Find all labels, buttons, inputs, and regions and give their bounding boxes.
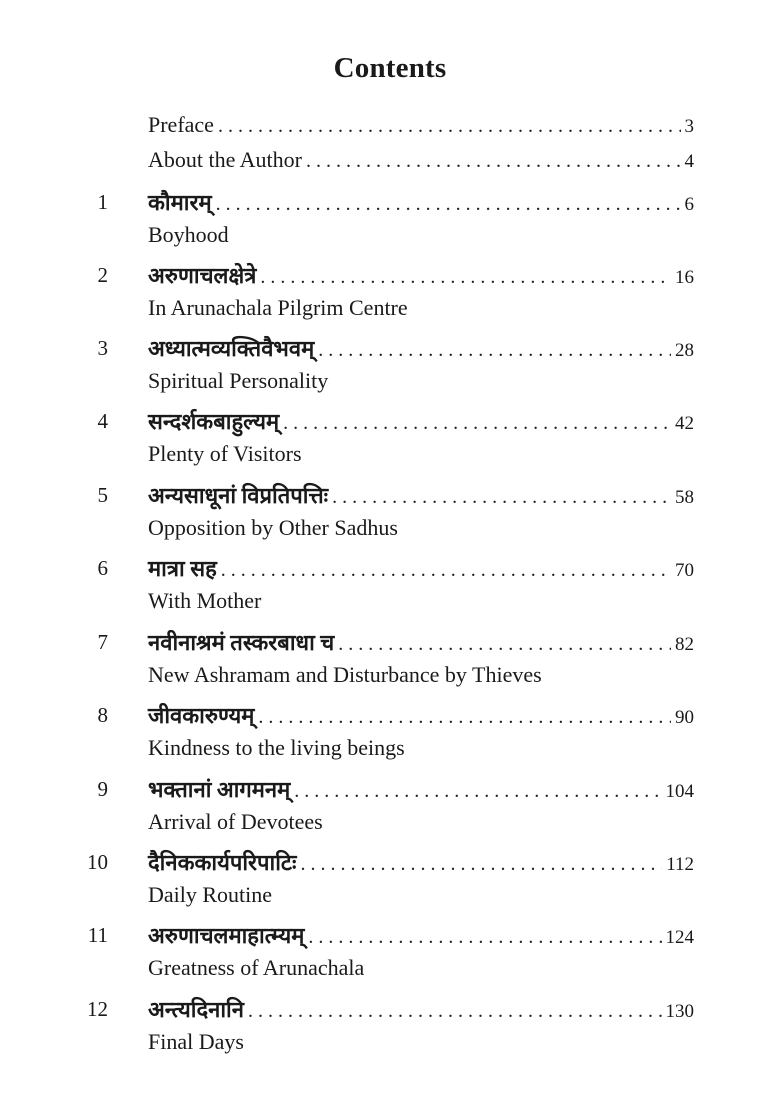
dot-leader	[306, 146, 681, 176]
chapter-title-english: Greatness of Arunachala	[148, 955, 365, 980]
dot-leader	[332, 482, 671, 512]
chapter-title-sanskrit: अध्यात्मव्यक्तिवैभवम्	[148, 336, 315, 361]
chapter-title-sanskrit: सन्दर्शकबाहुल्यम्	[148, 409, 280, 434]
page-number: 6	[684, 194, 694, 215]
page-number: 58	[675, 487, 694, 508]
toc-line	[148, 921, 694, 951]
page-number: 112	[666, 854, 694, 875]
dot-leader	[260, 262, 671, 292]
chapter-title-sanskrit: मात्रा सह	[148, 556, 217, 581]
toc-line	[148, 554, 694, 584]
page-number: 4	[684, 151, 694, 172]
toc-line	[148, 848, 694, 878]
chapter-number: 4	[97, 409, 108, 433]
chapter-title-sanskrit: दैनिककार्यपरिपाटिः	[148, 850, 297, 875]
toc-line	[148, 145, 694, 175]
chapter-title-english: With Mother	[148, 588, 262, 613]
toc-line	[148, 188, 694, 218]
chapter-title-sanskrit: अन्यसाधूनां विप्रतिपत्तिः	[148, 483, 329, 508]
chapter-title-english: Kindness to the living beings	[148, 735, 405, 760]
toc-line	[148, 701, 694, 731]
dot-leader	[248, 996, 662, 1026]
chapter-title-english: Boyhood	[148, 222, 229, 247]
page-number: 124	[665, 927, 694, 948]
toc-line	[148, 481, 694, 511]
dot-leader	[338, 629, 671, 659]
chapter-title-sanskrit: कौमारम्	[148, 190, 212, 215]
toc-line	[148, 995, 694, 1025]
dot-leader	[308, 922, 661, 952]
page-number: 3	[684, 116, 694, 137]
page-number: 82	[675, 634, 694, 655]
chapter-title-english: Daily Routine	[148, 882, 273, 907]
page-number: 42	[675, 413, 694, 434]
chapter-number: 12	[87, 997, 108, 1021]
chapter-title-sanskrit: अरुणाचलमाहात्म्यम्	[148, 923, 305, 948]
toc-line	[148, 334, 694, 364]
chapter-number: 2	[97, 263, 108, 287]
chapter-number: 8	[97, 703, 108, 727]
chapter-title-english: Plenty of Visitors	[148, 441, 302, 466]
chapter-number: 11	[87, 923, 108, 947]
page-title: Contents	[333, 52, 447, 84]
dot-leader	[283, 408, 671, 438]
entry-title: Preface	[148, 112, 214, 137]
dot-leader	[294, 776, 661, 806]
page-number: 70	[675, 560, 694, 581]
toc-line	[148, 261, 694, 291]
page-number: 130	[665, 1001, 694, 1022]
chapter-title-english: In Arunachala Pilgrim Centre	[148, 295, 408, 320]
toc-line	[148, 407, 694, 437]
chapter-title-sanskrit: अन्त्यदिनानि	[148, 997, 244, 1022]
dot-leader	[258, 702, 671, 732]
dot-leader	[318, 335, 671, 365]
dot-leader	[300, 849, 662, 879]
chapter-title-english: Opposition by Other Sadhus	[148, 515, 398, 540]
chapter-number: 6	[97, 556, 108, 580]
chapter-title-sanskrit: भक्तानां आगमनम्	[148, 777, 291, 802]
chapter-title-english: Final Days	[148, 1029, 244, 1054]
toc-line	[148, 110, 694, 140]
dot-leader	[218, 111, 681, 141]
chapter-title-sanskrit: अरुणाचलक्षेत्रे	[148, 263, 257, 288]
page-number: 28	[675, 340, 694, 361]
entry-title: About the Author	[148, 147, 302, 172]
chapter-title-english: New Ashramam and Disturbance by Thieves	[148, 662, 542, 687]
page-number: 16	[675, 267, 694, 288]
page-number: 104	[665, 781, 694, 802]
chapter-title-english: Spiritual Personality	[148, 368, 329, 393]
chapter-title-sanskrit: नवीनाश्रमं तस्करबाधा च	[148, 630, 335, 655]
chapter-number: 10	[87, 850, 108, 874]
chapter-number: 3	[97, 336, 108, 360]
chapter-title-english: Arrival of Devotees	[148, 809, 323, 834]
chapter-title-sanskrit: जीवकारुण्यम्	[148, 703, 255, 728]
chapter-number: 1	[97, 190, 108, 214]
chapter-number: 5	[97, 483, 108, 507]
page-number: 90	[675, 707, 694, 728]
chapter-number: 7	[97, 630, 108, 654]
toc-line	[148, 775, 694, 805]
dot-leader	[221, 555, 671, 585]
chapter-number: 9	[97, 777, 108, 801]
dot-leader	[216, 189, 681, 219]
toc-line	[148, 628, 694, 658]
